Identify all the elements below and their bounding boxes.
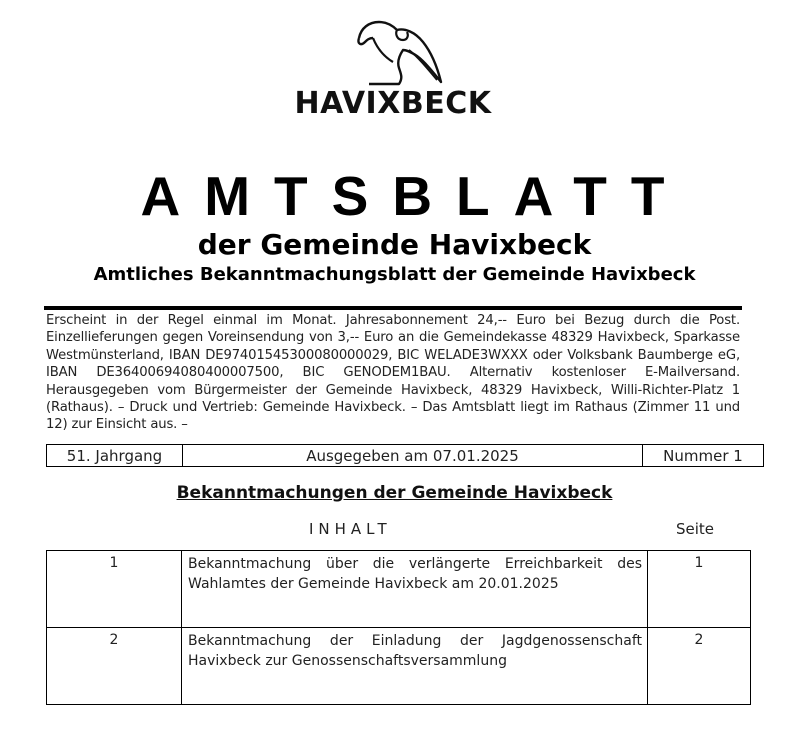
section-title: Bekanntmachungen der Gemeinde Havixbeck <box>176 483 613 503</box>
table-of-contents <box>46 550 751 705</box>
logo <box>293 16 493 122</box>
issue-meta-bar <box>46 444 764 467</box>
toc-header-contents: INHALT <box>309 520 392 538</box>
issue-date: Ausgegeben am 07.01.2025 <box>183 445 643 466</box>
header-divider <box>44 306 742 310</box>
page-tagline: Amtliches Bekanntmachungsblatt der Gemeinde Havixbeck <box>93 264 696 285</box>
toc-page: 1 <box>694 555 704 571</box>
publication-info: Erscheint in der Regel einmal im Monat. Jahresabonnement 24,-- Euro bei Bezug durch die Post. Einzellieferungen gegen Voreinsendung von 3,-- Euro an die Gemeindekasse 48329 Havixbeck, Sparkasse Westmünsterland, IBAN DE97401545300080000029, BIC WELADE3WXXX oder Volksbank Baumberge eG, IBAN DE36400694080400007500, BIC GENODEM1BAU. Alternativ kostenloser E-Mailversand. Herausgegeben vom Bürgermeister der Gemeinde Havixbeck, 48329 Havixbeck, Willi-Richter-Platz 1 (Rathaus). – Druck und Vertrieb: Gemeinde Havixbeck. – Das Amtsblatt liegt im Rathaus (Zimmer 11 und 12) zur Einsicht aus. – <box>46 313 740 433</box>
volume-label: 51. Jahrgang <box>47 445 183 466</box>
logo-text: HAVIXBECK <box>294 86 492 121</box>
issue-number: Nummer 1 <box>663 446 743 465</box>
toc-description[interactable]: Bekanntmachung über die verlängerte Erreichbarkeit des Wahlamtes der Gemeinde Havixbeck am 20.01.2025 <box>182 551 648 627</box>
toc-row[interactable] <box>47 551 750 628</box>
toc-description[interactable]: Bekanntmachung der Einladung der Jagdgenossenschaft Havixbeck zur Genossenschaftsversammlung <box>182 628 648 704</box>
hawk-icon <box>353 16 443 88</box>
toc-header-page: Seite <box>676 520 715 538</box>
toc-row[interactable] <box>47 628 750 705</box>
toc-number: 1 <box>47 551 182 627</box>
page-subtitle: der Gemeinde Havixbeck <box>197 228 592 261</box>
page-title: AMTSBLATT <box>140 165 689 227</box>
toc-page: 2 <box>694 632 704 648</box>
toc-number: 2 <box>47 628 182 704</box>
